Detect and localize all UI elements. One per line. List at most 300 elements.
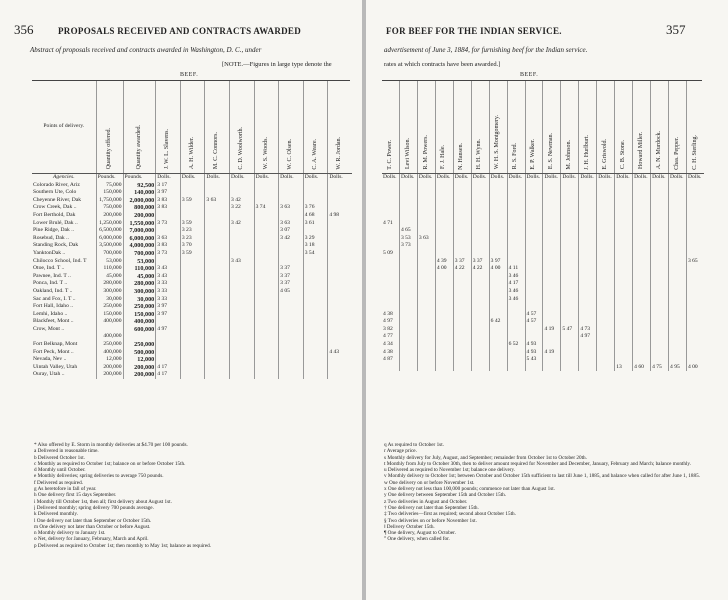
- bid-price: 3 37: [279, 273, 304, 281]
- bid-price: [399, 204, 417, 212]
- bid-price: [615, 296, 633, 304]
- table-row: [382, 288, 704, 296]
- bid-price: [525, 227, 543, 235]
- bid-price: [254, 189, 279, 197]
- bidder-name: F. J. Hale.: [440, 145, 447, 170]
- bid-price: [686, 318, 704, 326]
- bid-price: [525, 333, 543, 341]
- bid-price: [597, 250, 615, 258]
- bid-price: [230, 303, 255, 311]
- footnote: m One delivery not later than October or before August.: [34, 523, 151, 530]
- bid-price: [180, 356, 205, 364]
- bid-price: [579, 341, 597, 349]
- bid-price: [435, 364, 453, 372]
- bid-price: [543, 333, 561, 341]
- bidder-header: [489, 81, 507, 174]
- bid-price: 4 05: [279, 288, 304, 296]
- bid-price: [579, 364, 597, 372]
- bid-price: 3 37: [279, 265, 304, 273]
- bidder-header: [471, 81, 489, 174]
- bid-price: [435, 341, 453, 349]
- bid-price: 3 76: [303, 204, 328, 212]
- bid-price: [205, 349, 230, 357]
- bid-price: [453, 303, 471, 311]
- bid-price: [399, 364, 417, 372]
- bid-price: [525, 273, 543, 281]
- bid-price: [489, 296, 507, 304]
- footnote: n Monthly delivery to January 1st.: [34, 530, 106, 537]
- table-row: [382, 212, 704, 220]
- bid-price: [651, 258, 669, 266]
- quantity-awarded: 200,000: [123, 364, 156, 372]
- bid-price: [399, 326, 417, 334]
- bid-price: [303, 265, 328, 273]
- bid-price: [435, 182, 453, 190]
- bid-price: [471, 235, 489, 243]
- bid-price: [471, 197, 489, 205]
- footnotes: [34, 442, 354, 549]
- units-dolls: Dolls.: [417, 174, 435, 182]
- bid-price: [205, 227, 230, 235]
- bid-price: [180, 371, 205, 379]
- bid-price: [686, 311, 704, 319]
- bid-price: [651, 250, 669, 258]
- footnote: § Two deliveries on or before November 1st.: [384, 517, 477, 524]
- bid-price: 3 46: [507, 273, 525, 281]
- bid-price: [399, 280, 417, 288]
- bid-price: [615, 227, 633, 235]
- agency-name: Cheyenne River, Dak: [33, 196, 82, 203]
- footnote: z Two deliveries in August and October.: [384, 498, 468, 505]
- bid-price: 4 00: [686, 364, 704, 372]
- table-row: [32, 204, 352, 212]
- units-dolls: Dolls.: [180, 174, 205, 182]
- bid-price: [399, 189, 417, 197]
- bid-price: [615, 204, 633, 212]
- bid-price: [328, 182, 352, 190]
- bid-price: [669, 250, 687, 258]
- bidder-name: E. P. Walker.: [530, 138, 537, 170]
- bid-price: [328, 235, 352, 243]
- bid-price: [525, 204, 543, 212]
- bid-price: [230, 349, 255, 357]
- bidder-name: J. H. Hurlburt.: [583, 134, 590, 170]
- bid-price: [669, 273, 687, 281]
- quantity-awarded: 150,000: [123, 311, 156, 319]
- bid-price: [525, 220, 543, 228]
- bid-price: [471, 303, 489, 311]
- bid-price: [615, 265, 633, 273]
- bid-price: [254, 296, 279, 304]
- bid-price: [597, 220, 615, 228]
- bid-price: 3 43: [156, 273, 181, 281]
- bid-price: [328, 326, 352, 334]
- bid-price: [543, 356, 561, 364]
- bid-price: [205, 265, 230, 273]
- bid-price: [561, 250, 579, 258]
- bid-price: [471, 311, 489, 319]
- units-dolls: Dolls.: [156, 174, 181, 182]
- bid-price: [435, 250, 453, 258]
- quantity-awarded: 200,000: [123, 212, 156, 220]
- bid-price: [180, 349, 205, 357]
- bid-price: 5 09: [383, 249, 393, 256]
- bid-price: [328, 318, 352, 326]
- bid-price: [382, 197, 399, 205]
- agency-name: Southern Ute, Colo: [33, 189, 77, 196]
- bid-price: [279, 349, 304, 357]
- bid-price: [303, 182, 328, 190]
- bid-price: [303, 333, 328, 341]
- bid-price: [633, 288, 651, 296]
- units-dolls: Dolls.: [328, 174, 352, 182]
- bid-price: [303, 318, 328, 326]
- bid-price: [669, 280, 687, 288]
- bid-price: 4 77: [383, 333, 393, 340]
- bid-price: [561, 242, 579, 250]
- footnote: k Delivered monthly.: [34, 511, 78, 518]
- bidder-name: C. B. Stone.: [619, 140, 626, 170]
- quantity-offered: 200,000: [96, 212, 123, 220]
- bid-price: [279, 303, 304, 311]
- bid-price: [328, 356, 352, 364]
- table-row: [32, 364, 352, 372]
- bid-price: [633, 333, 651, 341]
- bid-price: [230, 341, 255, 349]
- agency-name: Oakland, Ind. T ..: [33, 287, 73, 294]
- bid-price: 3 43: [156, 265, 181, 273]
- bid-price: [489, 250, 507, 258]
- bid-price: 3 43: [230, 258, 255, 266]
- units-dolls: Dolls.: [205, 174, 230, 182]
- bid-price: [254, 280, 279, 288]
- bid-price: [417, 197, 435, 205]
- bid-price: [489, 280, 507, 288]
- agency-name: Fort Hall, Idaho ..: [33, 303, 74, 310]
- bid-price: [579, 197, 597, 205]
- quantity-offered: 53,000: [96, 258, 123, 266]
- bid-price: 4 97: [579, 333, 597, 341]
- table-row: [382, 235, 704, 243]
- bid-price: [417, 280, 435, 288]
- bid-price: [597, 311, 615, 319]
- bid-price: [633, 242, 651, 250]
- bidder-name: T. C. Power.: [386, 139, 393, 170]
- units-dolls: Dolls.: [543, 174, 561, 182]
- bid-price: [471, 204, 489, 212]
- quantity-awarded: 110,000: [123, 265, 156, 273]
- bid-price: [633, 280, 651, 288]
- bid-price: [633, 303, 651, 311]
- bid-price: [507, 258, 525, 266]
- bid-price: [525, 326, 543, 334]
- quantity-offered: 200,000: [96, 371, 123, 379]
- bid-price: [453, 333, 471, 341]
- bid-price: 4 68: [303, 212, 328, 220]
- bidder-header: [525, 81, 543, 174]
- bidder-name: R. M. Powers.: [422, 134, 429, 170]
- bidder-name: Chas. Pepper.: [673, 136, 680, 170]
- bid-price: [489, 349, 507, 357]
- bid-price: [651, 303, 669, 311]
- bid-price: [507, 349, 525, 357]
- bid-price: [279, 212, 304, 220]
- bid-price: [205, 356, 230, 364]
- quantity-offered: 280,000: [96, 280, 123, 288]
- bid-price: [525, 189, 543, 197]
- bid-price: [651, 227, 669, 235]
- units-dolls: Dolls.: [383, 174, 397, 180]
- bid-price: [669, 242, 687, 250]
- bid-price: [525, 250, 543, 258]
- bid-price: [597, 280, 615, 288]
- bid-price: [180, 189, 205, 197]
- bid-price: [399, 311, 417, 319]
- bid-price: [328, 204, 352, 212]
- bid-price: [303, 371, 328, 379]
- bid-price: [303, 258, 328, 266]
- bid-price: [489, 212, 507, 220]
- bid-price: [489, 227, 507, 235]
- bid-price: [435, 280, 453, 288]
- bid-price: [254, 311, 279, 319]
- quantity-awarded: 700,000: [123, 250, 156, 258]
- bid-price: [471, 242, 489, 250]
- bid-price: [254, 333, 279, 341]
- bid-price: [543, 197, 561, 205]
- units-dolls: Dolls.: [633, 174, 651, 182]
- quantity-awarded: 600,000: [123, 326, 156, 334]
- bid-price: [543, 242, 561, 250]
- bid-price: [382, 212, 399, 220]
- bid-price: [417, 204, 435, 212]
- column-header-points: [32, 81, 96, 174]
- bid-price: [254, 288, 279, 296]
- table-row: [382, 220, 704, 228]
- footnote: i Monthly till October 1st, then all; first delivery about August 1st.: [34, 498, 172, 505]
- bid-price: [230, 212, 255, 220]
- bid-price: [651, 242, 669, 250]
- bid-price: [435, 220, 453, 228]
- bid-price: [507, 212, 525, 220]
- footnote: s Monthly delivery for July, August, and September; remainder from October 1st to October 20th.: [384, 454, 587, 461]
- bid-price: 3 42: [230, 220, 255, 228]
- bid-price: [543, 273, 561, 281]
- bid-price: [543, 258, 561, 266]
- bid-price: [180, 258, 205, 266]
- footnote: d Monthly until October.: [34, 467, 86, 474]
- bid-price: [230, 235, 255, 243]
- footnote: u Delivered as required to November 1st; balance one delivery.: [384, 467, 516, 474]
- bid-price: [453, 311, 471, 319]
- bid-price: [205, 333, 230, 341]
- bid-price: [399, 356, 417, 364]
- bid-price: [597, 189, 615, 197]
- bid-price: [686, 303, 704, 311]
- bidder-header: [686, 81, 704, 174]
- bid-price: [453, 220, 471, 228]
- bid-price: [543, 280, 561, 288]
- bid-price: [254, 250, 279, 258]
- bid-price: [156, 341, 181, 349]
- agency-name: Otoe, Ind. T ..: [33, 265, 65, 272]
- units-row: [32, 174, 352, 182]
- bid-price: [328, 311, 352, 319]
- bid-price: [303, 303, 328, 311]
- bid-price: [489, 197, 507, 205]
- bid-price: [382, 182, 399, 190]
- bid-price: [525, 235, 543, 243]
- quantity-awarded: 45,000: [123, 273, 156, 281]
- bid-price: [382, 204, 399, 212]
- bidder-header: [328, 81, 352, 174]
- footnote: * Also offered by E. Storm in monthly deliveries at $4.70 per 100 pounds.: [34, 442, 188, 448]
- bidder-header: [399, 81, 417, 174]
- bid-price: [417, 318, 435, 326]
- bid-price: [303, 326, 328, 334]
- units-awarded: Pounds.: [123, 174, 156, 182]
- bidder-name: W. S. Woods.: [262, 137, 269, 170]
- bid-price: [615, 311, 633, 319]
- bid-price: [686, 197, 704, 205]
- bid-price: [205, 258, 230, 266]
- bid-price: [254, 341, 279, 349]
- table-row: [32, 333, 352, 341]
- bid-price: [686, 182, 704, 190]
- bid-price: [453, 326, 471, 334]
- bid-price: [507, 182, 525, 190]
- bid-price: [435, 235, 453, 243]
- bid-price: 3 97: [156, 303, 181, 311]
- bid-price: [417, 349, 435, 357]
- bid-price: [180, 204, 205, 212]
- agency-name: Fort Belknap, Mont: [33, 341, 78, 348]
- bid-price: 3 73: [156, 250, 181, 258]
- bid-price: [328, 242, 352, 250]
- bid-price: 4 57: [525, 311, 543, 319]
- bid-price: [399, 258, 417, 266]
- bid-price: [651, 189, 669, 197]
- bid-price: 3 70: [180, 242, 205, 250]
- bid-price: [180, 182, 205, 190]
- bid-price: [453, 204, 471, 212]
- bid-price: [633, 227, 651, 235]
- bid-price: [669, 326, 687, 334]
- footnote: t Monthly from July to October 30th, then to deliver amount required for November and December, January, February and March; balance monthly.: [384, 460, 691, 467]
- bid-price: 4 38: [383, 310, 393, 317]
- table-row: [32, 242, 352, 250]
- footnote: r Average price.: [384, 448, 417, 455]
- agency-name: Lemhi, Idaho ..: [33, 310, 68, 317]
- bidder-header: [279, 81, 304, 174]
- bid-price: 4 93: [525, 349, 543, 357]
- footnote: j Delivered monthly; spring delivery 700 pounds average.: [34, 504, 154, 511]
- agency-name: Crow, Mont ..: [33, 325, 65, 332]
- agency-name: YanktonDak ..: [33, 249, 66, 256]
- bid-price: [543, 311, 561, 319]
- bid-price: [471, 212, 489, 220]
- bid-price: [471, 273, 489, 281]
- quantity-awarded: 200,000: [123, 371, 156, 379]
- bid-price: [399, 220, 417, 228]
- bid-price: [525, 280, 543, 288]
- bid-price: 4 60: [633, 364, 651, 372]
- bid-price: [615, 318, 633, 326]
- bid-price: [471, 250, 489, 258]
- bid-price: [156, 227, 181, 235]
- bid-price: 4 38: [383, 348, 393, 355]
- bid-price: [205, 242, 230, 250]
- bid-price: [417, 212, 435, 220]
- bid-price: 3 63: [279, 220, 304, 228]
- bid-price: [561, 356, 579, 364]
- bid-price: 3 97: [489, 258, 507, 266]
- bidder-name: J. W. L. Slavens.: [164, 129, 171, 170]
- bid-price: [669, 182, 687, 190]
- bid-price: [669, 197, 687, 205]
- bid-price: [686, 250, 704, 258]
- bid-price: [597, 326, 615, 334]
- bid-price: [254, 349, 279, 357]
- bid-price: 3 46: [507, 296, 525, 304]
- quantity-awarded: 140,000: [123, 189, 156, 197]
- bid-price: [180, 273, 205, 281]
- footnote: g As heretofore in fall of year.: [34, 486, 97, 493]
- bid-price: [651, 235, 669, 243]
- table-row: [32, 288, 352, 296]
- bid-price: 4 19: [543, 326, 561, 334]
- bid-price: 4 95: [669, 364, 687, 372]
- bid-price: [303, 227, 328, 235]
- bid-price: 4 17: [156, 371, 181, 379]
- bid-price: 3 22: [230, 204, 255, 212]
- bid-price: [543, 318, 561, 326]
- units-dolls: Dolls.: [579, 174, 597, 182]
- units-agencies: Agencies.: [53, 174, 75, 180]
- bidder-name: C. H. Sterling.: [691, 134, 698, 170]
- left-table: [32, 81, 352, 379]
- bid-price: [597, 364, 615, 372]
- bid-price: [561, 341, 579, 349]
- bid-price: 5 47: [561, 326, 579, 334]
- quantity-offered: 250,000: [96, 341, 123, 349]
- quantity-offered: 200,000: [96, 364, 123, 372]
- bid-price: [254, 220, 279, 228]
- table-row: [382, 227, 704, 235]
- bid-price: [633, 189, 651, 197]
- bid-price: [417, 311, 435, 319]
- table-row: [32, 341, 352, 349]
- bid-price: 13: [615, 364, 633, 372]
- bid-price: 3 37: [471, 258, 489, 266]
- bid-price: [382, 189, 399, 197]
- bidder-header: [543, 81, 561, 174]
- bid-price: [453, 349, 471, 357]
- column-header-label: Quantity awarded.: [135, 125, 142, 170]
- bid-price: [669, 303, 687, 311]
- bid-price: [561, 303, 579, 311]
- bid-price: [303, 288, 328, 296]
- bid-price: [489, 364, 507, 372]
- table-row: [382, 326, 704, 334]
- bid-price: [669, 265, 687, 273]
- bid-price: [615, 356, 633, 364]
- quantity-awarded: 800,000: [123, 204, 156, 212]
- bid-price: [489, 189, 507, 197]
- bid-price: [230, 182, 255, 190]
- bid-price: [399, 341, 417, 349]
- table-row: [382, 197, 704, 205]
